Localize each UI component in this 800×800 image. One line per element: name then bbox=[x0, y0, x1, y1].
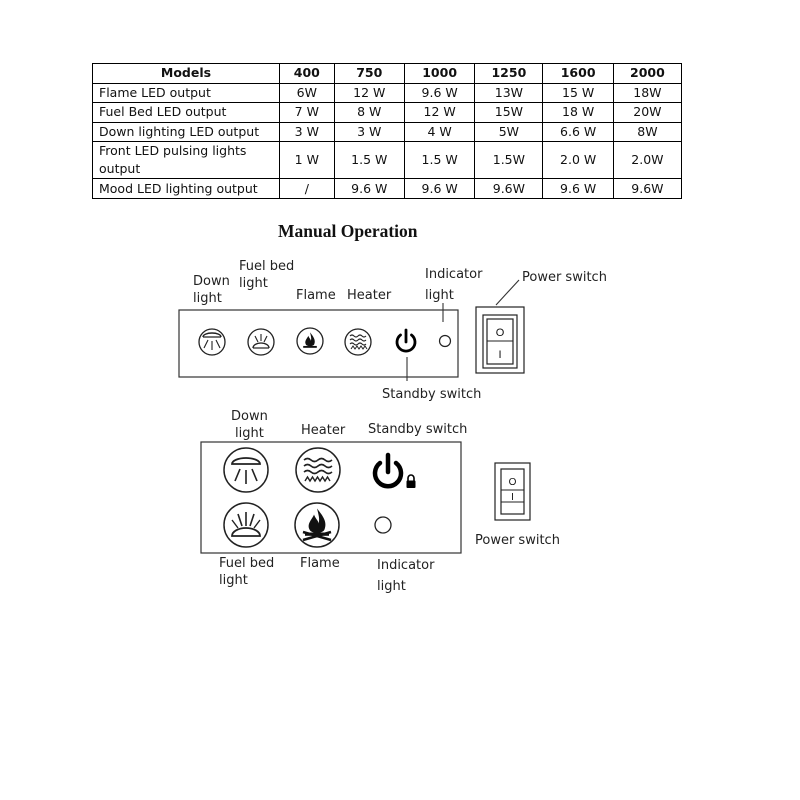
indicator-light bbox=[440, 336, 451, 347]
standby-power-icon[interactable] bbox=[375, 455, 415, 488]
label-heater: Heater bbox=[301, 423, 346, 438]
label-line: light bbox=[219, 573, 248, 588]
table-cell: 15W bbox=[475, 103, 543, 123]
label-line: light bbox=[425, 288, 454, 303]
table-cell: 2.0 W bbox=[543, 142, 613, 179]
row-label: Mood LED lighting output bbox=[93, 179, 280, 199]
table-cell: 6W bbox=[280, 83, 335, 103]
table-cell: 4 W bbox=[404, 122, 474, 142]
label-line: Fuel bed bbox=[239, 259, 295, 274]
power-switch-2[interactable] bbox=[495, 463, 530, 520]
row-label: Flame LED output bbox=[93, 83, 280, 103]
table-cell: 18 W bbox=[543, 103, 613, 123]
table-cell: 12 W bbox=[404, 103, 474, 123]
table-cell: 9.6W bbox=[475, 179, 543, 199]
table-cell: 20W bbox=[613, 103, 681, 123]
table-cell: 9.6W bbox=[613, 179, 681, 199]
table-cell: 9.6 W bbox=[543, 179, 613, 199]
row-label: Front LED pulsing lights output bbox=[93, 142, 280, 179]
label-line: light bbox=[193, 291, 222, 306]
lock-icon bbox=[407, 475, 416, 488]
fuel-bed-light-button[interactable] bbox=[224, 503, 268, 547]
heater-button[interactable] bbox=[296, 448, 340, 492]
label-flame: Flame bbox=[296, 288, 336, 303]
column-header: 1600 bbox=[543, 64, 613, 84]
table-cell: / bbox=[280, 179, 335, 199]
label-line: Indicator bbox=[377, 558, 435, 573]
table-cell: 9.6 W bbox=[334, 179, 404, 199]
column-header: 750 bbox=[334, 64, 404, 84]
table-cell: 12 W bbox=[334, 83, 404, 103]
table-cell: 8 W bbox=[334, 103, 404, 123]
table-cell: 3 W bbox=[334, 122, 404, 142]
down-light-button[interactable] bbox=[199, 329, 225, 355]
power-switch-pointer-line bbox=[496, 280, 519, 305]
down-light-button[interactable] bbox=[224, 448, 268, 492]
label-down-light bbox=[231, 408, 268, 442]
column-header: 1000 bbox=[404, 64, 474, 84]
label-standby-switch: Standby switch bbox=[368, 422, 468, 437]
table-cell: 15 W bbox=[543, 83, 613, 103]
label-line: Down bbox=[193, 274, 230, 289]
table-cell: 1.5 W bbox=[334, 142, 404, 179]
table-cell: 6.6 W bbox=[543, 122, 613, 142]
label-down-light bbox=[193, 273, 230, 307]
label-indicator-light bbox=[425, 264, 482, 306]
table-cell: 9.6 W bbox=[404, 179, 474, 199]
table-cell: 9.6 W bbox=[404, 83, 474, 103]
label-flame: Flame bbox=[300, 556, 340, 571]
flame-button[interactable] bbox=[295, 503, 339, 547]
label-line: light bbox=[235, 426, 264, 441]
flame-button[interactable] bbox=[297, 328, 323, 354]
table-cell: 3 W bbox=[280, 122, 335, 142]
label-fuel-bed-light bbox=[219, 555, 274, 589]
label-line: light bbox=[239, 276, 268, 291]
table-cell: 5W bbox=[475, 122, 543, 142]
label-line: light bbox=[377, 579, 406, 594]
table-cell: 7 W bbox=[280, 103, 335, 123]
label-fuel-bed-light bbox=[239, 258, 294, 292]
column-header: 400 bbox=[280, 64, 335, 84]
label-line: Fuel bed bbox=[219, 556, 275, 571]
label-line: Indicator bbox=[425, 267, 483, 282]
column-header: 1250 bbox=[475, 64, 543, 84]
label-line: Down bbox=[231, 409, 268, 424]
column-header: Models bbox=[93, 64, 280, 84]
power-switch-1[interactable] bbox=[476, 307, 524, 373]
row-label: Fuel Bed LED output bbox=[93, 103, 280, 123]
table-cell: 18W bbox=[613, 83, 681, 103]
label-heater: Heater bbox=[347, 288, 392, 303]
table-cell: 1.5W bbox=[475, 142, 543, 179]
heater-button[interactable] bbox=[345, 329, 371, 355]
switch-on-symbol: I bbox=[511, 492, 514, 503]
table-cell: 13W bbox=[475, 83, 543, 103]
column-header: 2000 bbox=[613, 64, 681, 84]
indicator-light bbox=[375, 517, 391, 533]
table-cell: 1.5 W bbox=[404, 142, 474, 179]
label-indicator-light bbox=[377, 555, 434, 597]
row-label: Down lighting LED output bbox=[93, 122, 280, 142]
label-power-switch: Power switch bbox=[522, 270, 607, 285]
switch-off-symbol: O bbox=[495, 327, 505, 339]
fuel-bed-light-button[interactable] bbox=[248, 329, 274, 355]
manual-operation-title: Manual Operation bbox=[278, 221, 418, 241]
standby-power-icon[interactable] bbox=[397, 330, 415, 351]
table-cell: 8W bbox=[613, 122, 681, 142]
table-cell: 1 W bbox=[280, 142, 335, 179]
switch-on-symbol: I bbox=[498, 349, 502, 361]
label-power-switch: Power switch bbox=[475, 533, 560, 548]
switch-off-symbol: O bbox=[508, 477, 517, 488]
table-cell: 2.0W bbox=[613, 142, 681, 179]
label-standby-switch: Standby switch bbox=[382, 387, 482, 402]
